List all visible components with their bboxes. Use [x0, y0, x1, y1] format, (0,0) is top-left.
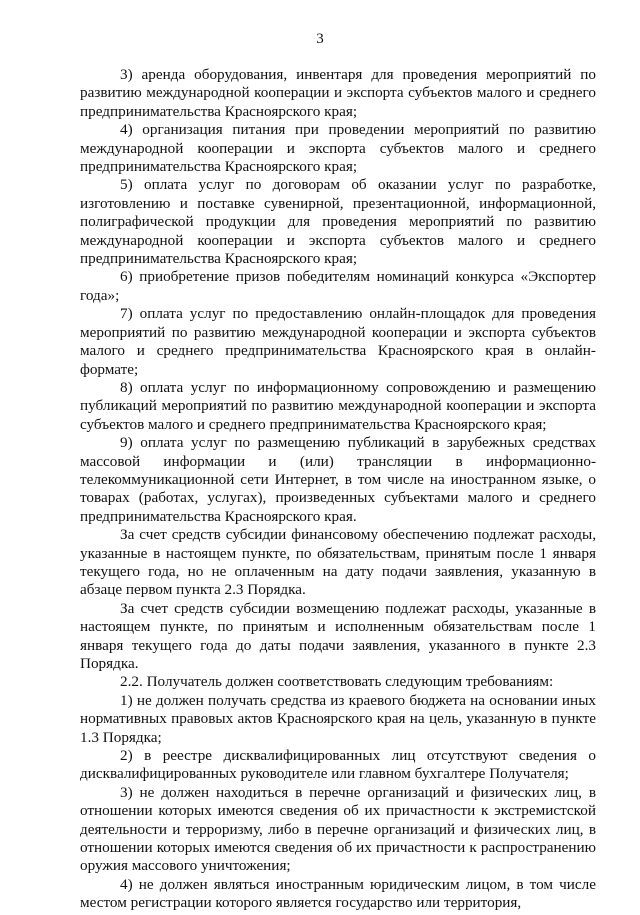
- list-item-5-souvenir-services: 5) оплата услуг по договорам об оказании услуг по разработке, изготовлению и поставке сувенирной, презентационной, информационной, полиграфической продукции для проведения мероприятий по развитию международной кооперации и экспорта субъектов малого и среднего предпринимательства Красноярского края;: [80, 176, 596, 268]
- paragraph-financing-expenses: За счет средств субсидии финансовому обеспечению подлежат расходы, указанные в настоящем пункте, по обязательствам, принятым после 1 января текущего года, но не оплаченным на дату подачи заявления, указанную в абзаце первом пункта 2.3 Порядка.: [80, 526, 596, 599]
- document-body: [80, 66, 596, 913]
- paragraph-reimbursement-expenses: За счет средств субсидии возмещению подлежат расходы, указанные в настоящем пункте, по принятым и исполненным обязательствам после 1 января текущего года до даты подачи заявления, указанного в пункте 2.3 Порядка.: [80, 599, 596, 672]
- list-item-9-foreign-media: 9) оплата услуг по размещению публикаций в зарубежных средствах массовой информации и (или) трансляции в информационно-телекоммуникационной сети Интернет, в том числе на иностранном языке, о товарах (работах, услугах), произведенных субъектами малого и среднего предпринимательства Красноярского края.: [80, 434, 596, 525]
- list-item-6-prizes: 6) приобретение призов победителям номинаций конкурса «Экспортер года»;: [80, 268, 596, 304]
- requirement-3: 3) не должен находиться в перечне организаций и физических лиц, в отношении которых имеются сведения об их причастности к экстремистской деятельности и терроризму, либо в перечне организаций и физических лиц, в отношении которых имеются сведения об их причастности к распространению оружия массового уничтожения;: [80, 783, 596, 875]
- list-item-3-equipment-rental: 3) аренда оборудования, инвентаря для проведения мероприятий по развитию международной кооперации и экспорта субъектов малого и среднего предпринимательства Красноярского края;: [80, 66, 596, 120]
- list-item-8-information-support: 8) оплата услуг по информационному сопровождению и размещению публикаций мероприятий по развитию международной кооперации и экспорта субъектов малого и среднего предпринимательства Красноярского края;: [80, 378, 596, 433]
- list-item-7-online-platforms: 7) оплата услуг по предоставлению онлайн-площадок для проведения мероприятий по развитию международной кооперации и экспорта субъектов малого и среднего предпринимательства Красноярского края в онлайн-формате;: [80, 305, 596, 378]
- page-number: 3: [316, 31, 324, 47]
- requirement-4: 4) не должен являться иностранным юридическим лицом, в том числе местом регистрации которого является государство или территория,: [80, 875, 596, 912]
- requirement-1: 1) не должен получать средства из краевого бюджета на основании иных нормативных правовых актов Красноярского края на цель, указанную в пункте 1.3 Порядка;: [80, 691, 596, 746]
- section-2-2-heading: 2.2. Получатель должен соответствовать следующим требованиям:: [120, 673, 554, 691]
- requirement-2: 2) в реестре дисквалифицированных лиц отсутствуют сведения о дисквалифицированных руководителе или главном бухгалтере Получателя;: [80, 747, 596, 783]
- list-item-4-catering: 4) организация питания при проведении мероприятий по развитию международной кооперации и экспорта субъектов малого и среднего предпринимательства Красноярского края;: [80, 121, 596, 176]
